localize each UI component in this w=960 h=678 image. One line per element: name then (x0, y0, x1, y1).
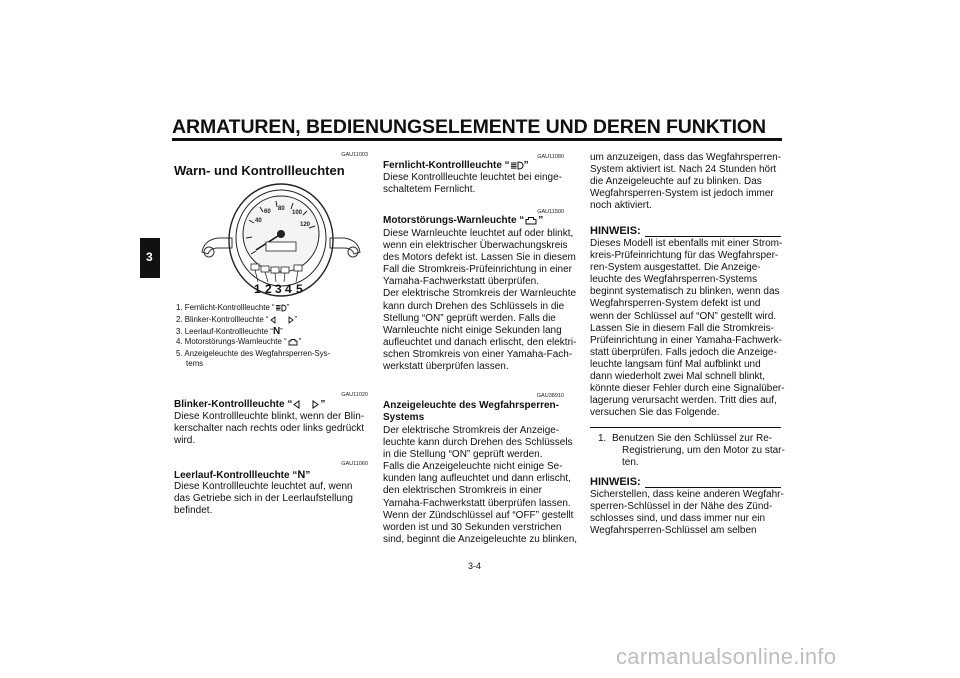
note-title: HINWEIS: (590, 225, 641, 237)
leerlauf-text: Diese Kontrollleuchte leuchtet auf, wenn das Getriebe sich in der Leerlaufstellung befindet. (174, 481, 353, 517)
note-rule (645, 487, 781, 488)
svg-text:40: 40 (255, 218, 262, 224)
motor-text: Diese Warnleuchte leuchtet auf oder blinkt, wenn ein elektrischer Überwachungskreis des Motors defekt ist. Lassen Sie in diesem Fall die Stromkreis-Prüfeinrichtung in einer Yamaha-Fachwerkstatt überprüfen. Der elektrische Stromkreis der Warnleuchte kann durch Drehen des Schlüssels in die Stellung “ON” geprüft werden. Falls die Warnleuchte nicht einige Sekunden lang aufleuchtet und danach erlischt, den elektri- schen Stromkreis von einer Yamaha-Fach- werkstatt überprüfen lassen. (383, 228, 577, 373)
chapter-tab-number: 3 (146, 250, 153, 264)
fernlicht-heading: Fernlicht-Kontrollleuchte “ ” (383, 160, 529, 174)
note-2-text: Sicherstellen, dass keine anderen Wegfahr- sperren-Schlüssel in der Nähe des Zünd- schlosses sind, und dass immer nur ein Wegfahrsperren-Schlüssel am selben (590, 489, 784, 537)
note-end-rule (590, 427, 781, 428)
caption-item-2: 2. Blinker-Kontrollleuchte “ ” (176, 315, 330, 327)
leerlauf-heading: Leerlauf-Kontrollleuchte “N” (174, 469, 311, 481)
caption-item-4: 4. Motorstörungs-Warnleuchte “ ” (176, 337, 330, 349)
ref-code: GAU11500 (537, 209, 564, 215)
step-text: Benutzen Sie den Schlüssel zur Re- Registrierung, um den Motor zu star- ten. (612, 433, 785, 469)
svg-text:100: 100 (292, 210, 303, 216)
wegfahr-text: Der elektrische Stromkreis der Anzeige- leuchte kann durch Drehen des Schlüssels in die Stellung “ON” geprüft werden. Falls die Anzeigeleuchte nicht einige Se- kunden lang aufleuchtet und dann erlischt, den elektrischen Stromkreis in einer Yamaha-Fachwerkstatt überprüfen lassen. Wenn der Zündschlüssel auf “OFF” gestellt worden ist und 30 Sekunden verstrichen sind, beginnt die Anzeigeleuchte zu blinken, (383, 425, 578, 545)
figure-caption-list (176, 303, 330, 369)
blinker-text: Diese Kontrollleuchte blinkt, wenn der Blin- kerschalter nach rechts oder links gedrückt wird. (174, 411, 365, 447)
page-header-title: ARMATUREN, BEDIENUNGSELEMENTE UND DEREN FUNKTION (172, 116, 766, 138)
ref-code: GAU11060 (341, 461, 368, 467)
page-number: 3-4 (468, 561, 482, 571)
speedometer-figure (196, 182, 366, 298)
svg-text:120: 120 (300, 222, 311, 228)
ref-code: GAU38910 (536, 393, 564, 399)
callout-2: 2 (265, 282, 272, 296)
watermark-link[interactable]: carmanualsonline.info (616, 644, 837, 669)
caption-item-1: 1. Fernlicht-Kontrollleuchte “ ” (176, 303, 330, 315)
callout-3: 3 (275, 282, 282, 296)
callout-4: 4 (285, 282, 292, 296)
callout-1: 1 (254, 282, 261, 296)
header-rule (172, 138, 782, 141)
neutral-icon: N (297, 469, 306, 481)
svg-text:80: 80 (278, 206, 285, 212)
engine-warning-icon (287, 338, 299, 349)
caption-item-3: 3. Leerlauf-Kontrollleuchte “N” (176, 326, 283, 337)
fernlicht-text: Diese Kontrollleuchte leuchtet bei einge- schaltetem Fernlicht. (383, 172, 562, 196)
note-rule (645, 236, 781, 237)
step-number: 1. (598, 433, 607, 444)
section-title: Warn- und Kontrollleuchten (174, 163, 345, 178)
note-1-text: Dieses Modell ist ebenfalls mit einer Strom- kreis-Prüfeinrichtung für das Wegfahrsper- ren-System ausgestattet. Die Anzeige- leuchte des Wegfahrsperren-Systems beginnt systematisch zu blinken, wenn das Wegfahrsperren-System defekt ist und wenn der Schlüssel auf “ON” gestellt wird. Lassen Sie in diesem Fall die Stromkreis- Prüfeinrichtung in einer Yamaha-Fachwerk- statt überprüfen. Falls jedoch die Anzeige- leuchte langsam fünf Mal aufblinkt und dann wiederholt zwei Mal schnell blinkt, könnte dieser Fehler durch eine Signalüber- lagerung verursacht werden. Tritt dies auf, versuchen Sie das Folgende. (590, 238, 785, 419)
caption-item-5-cont: tems (186, 359, 204, 368)
motor-heading: Motorstörungs-Warnleuchte “ ” (383, 215, 543, 229)
high-beam-icon (275, 304, 287, 315)
caption-item-5: 5. Anzeigeleuchte des Wegfahrsperren-Sys- (176, 349, 331, 358)
svg-text:60: 60 (264, 209, 271, 215)
callout-5: 5 (296, 282, 303, 296)
neutral-icon: N (272, 326, 281, 337)
wegfahr-heading: Anzeigeleuchte des Wegfahrsperren- Systems (383, 400, 559, 424)
col3-intro: um anzuzeigen, dass das Wegfahrsperren- System aktiviert ist. Nach 24 Stunden hört die Anzeigeleuchte auf zu blinken. Das Wegfahrsperren-System ist jedoch immer noch aktiviert. (590, 152, 782, 212)
ref-code: GAU11003 (341, 152, 368, 158)
ref-code: GAU11080 (537, 154, 564, 160)
note-title: HINWEIS: (590, 476, 641, 488)
ref-code: GAU11020 (341, 392, 368, 398)
blinker-heading: Blinker-Kontrollleuchte “ ” (174, 399, 325, 413)
